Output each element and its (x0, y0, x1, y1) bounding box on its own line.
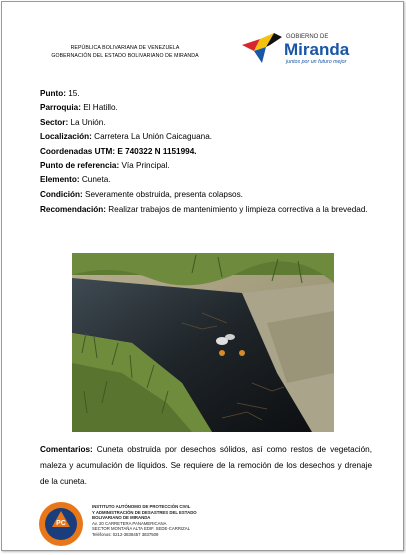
comments-label: Comentarios: (40, 445, 93, 454)
field-label: Sector: (40, 117, 69, 127)
bird-icon (240, 31, 284, 67)
proteccion-civil-icon (38, 500, 84, 550)
field-sector (40, 116, 372, 130)
field-label: Punto: (40, 89, 66, 98)
field-label: Condición: (40, 189, 83, 199)
footer-institution (92, 504, 252, 538)
proteccion-civil-emblem (38, 500, 84, 550)
comments-text: Cuneta obstruida por desechos sólidos, así como restos de vegetación, maleza y acumulación de líquidos. Se requiere de la remoción de los desechos y drenaje de la cuneta. (40, 445, 372, 486)
field-value: Cuneta. (79, 175, 111, 185)
logo-name: Miranda (284, 40, 350, 59)
field-localizacion (40, 130, 372, 144)
field-value: El Hatillo. (80, 103, 118, 113)
field-punto (40, 87, 372, 101)
comments-paragraph (40, 442, 372, 490)
logo-top-text: GOBIERNO DE (286, 34, 329, 40)
footer-line: BOLIVARIANO DE MIRANDA (92, 515, 151, 521)
field-elemento (40, 173, 372, 187)
field-label: Localización: (40, 132, 92, 142)
header-line-1: REPÚBLICA BOLIVARIANA DE VENEZUELA (70, 45, 180, 51)
field-label: Punto de referencia: (40, 161, 120, 171)
field-value: Vía Principal. (119, 161, 170, 171)
gobierno-miranda-logo (240, 31, 380, 69)
field-value: Realizar trabajos de mantenimiento y limpieza correctiva a la brevedad. (105, 205, 368, 215)
field-condicion (40, 188, 372, 202)
footer-line: Teléfonos: 0212-3838457 3837509 (92, 531, 159, 537)
ditch-photo-image (72, 253, 334, 432)
field-value: 15. (65, 89, 80, 98)
field-value: La Unión. (68, 117, 106, 127)
document-page (1, 1, 404, 551)
field-referencia (40, 159, 372, 173)
footer-line: Av. 20 CARRETERA PANAMERICANA (92, 520, 167, 526)
logo-tagline: juntos por un futuro mejor (286, 59, 347, 65)
header-line-2: GOBERNACIÓN DEL ESTADO BOLIVARIANO DE MIRANDA (51, 53, 199, 59)
report-fields (40, 87, 372, 218)
field-value: Severamente obstruida, presenta colapsos. (82, 189, 243, 199)
field-recomendacion (40, 202, 372, 218)
field-label: Parroquia: (40, 103, 81, 113)
footer-line: SECTOR MONTAÑA ALTA EDIF. SEDE-CARRIZAL (92, 526, 191, 532)
field-coordenadas (40, 145, 372, 159)
field-label: Coordenadas UTM: E 740322 N 1151994. (40, 146, 197, 156)
field-label: Elemento: (40, 175, 80, 185)
badge-text: PC (56, 520, 66, 527)
ditch-photo (72, 253, 334, 432)
footer-line: INSTITUTO AUTÓNOMO DE PROTECCIÓN CIVIL (92, 504, 191, 509)
header-institution (50, 44, 200, 60)
footer-line: Y ADMINISTRACIÓN DE DESASTRES DEL ESTADO (92, 509, 197, 515)
field-label: Recomendación: (40, 205, 106, 215)
field-value: Carretera La Unión Caicaguana. (91, 132, 213, 142)
field-parroquia (40, 101, 372, 115)
